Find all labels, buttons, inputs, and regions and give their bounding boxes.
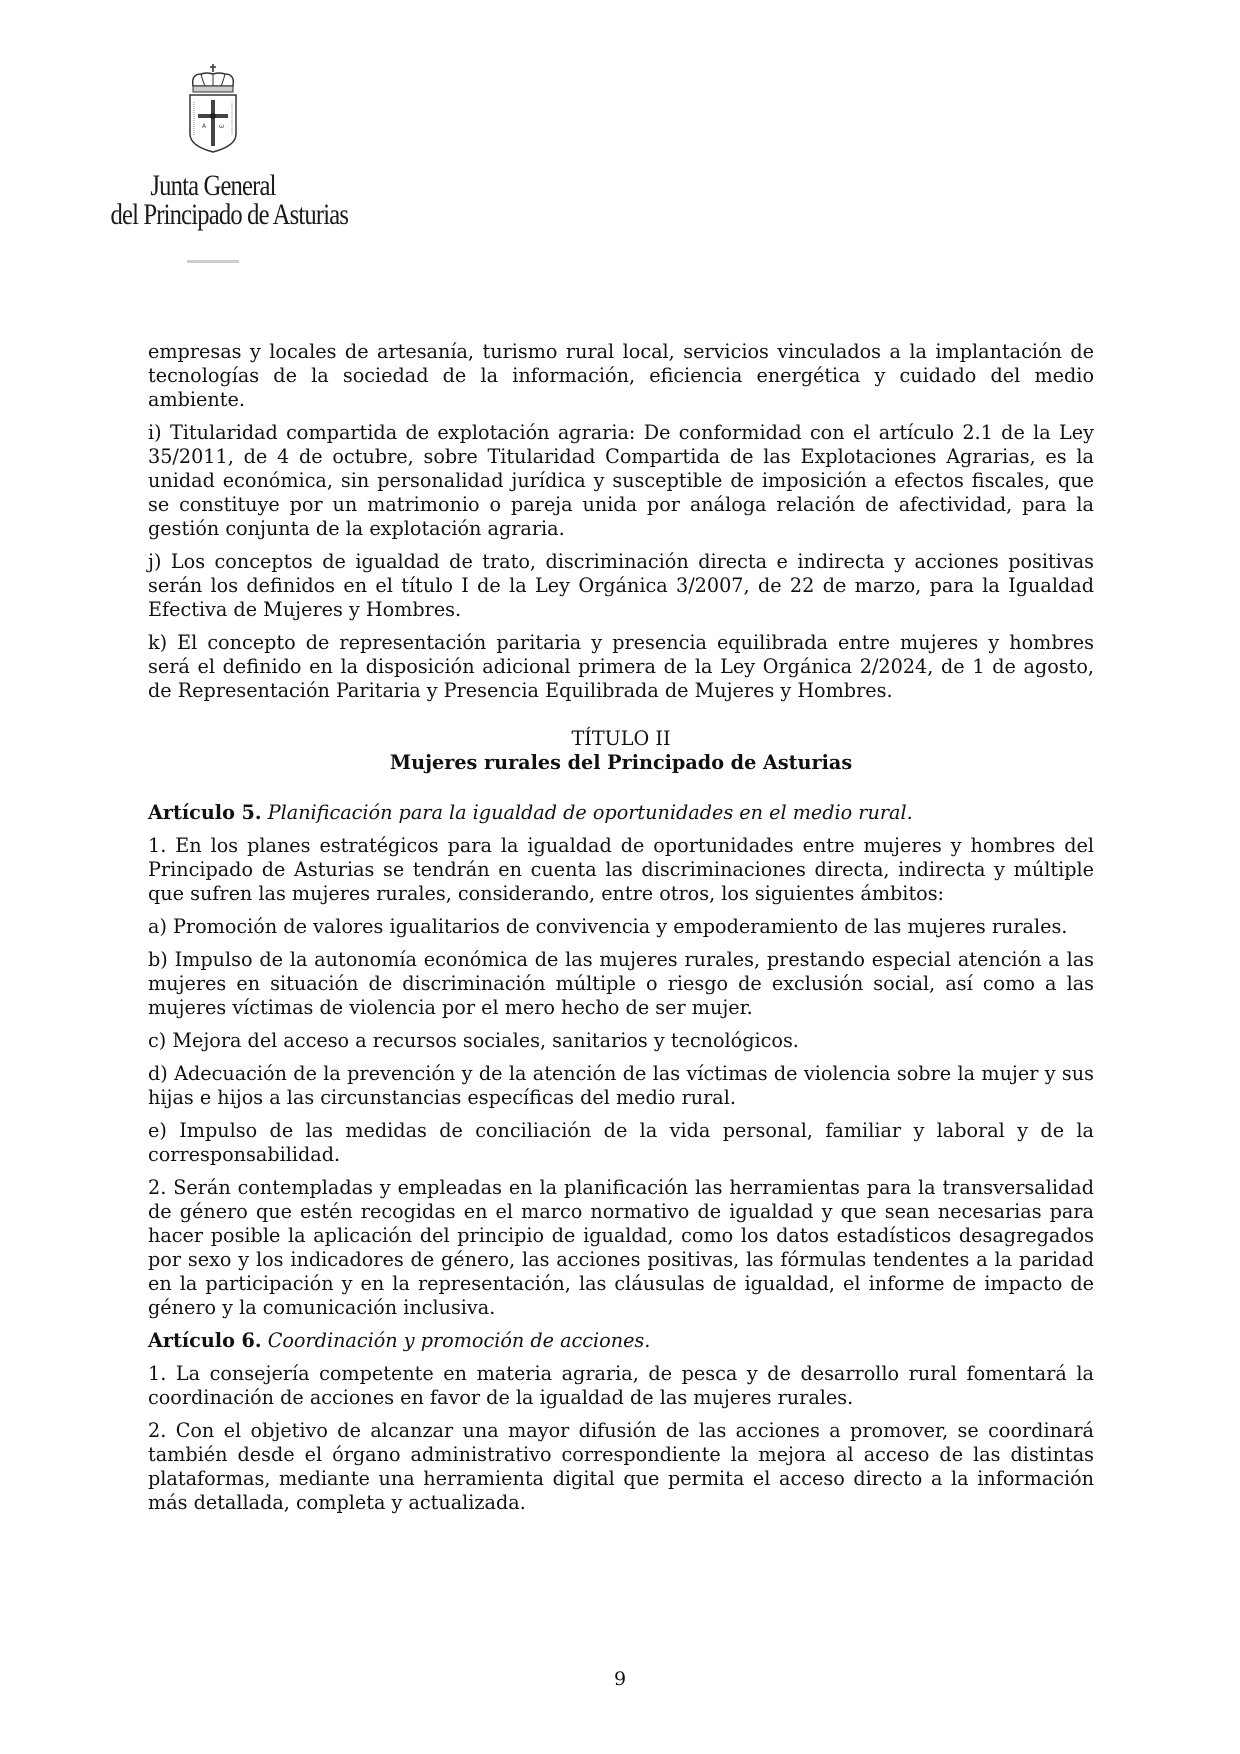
logo-text-line1: Junta General xyxy=(150,169,276,202)
header-logo xyxy=(88,62,349,263)
articulo-5-paragraph-2: 2. Serán contempladas y empleadas en la planificación las herramientas para la transversalidad de género que estén recogidas en el marco normativo de igualdad y que sean necesarias para hacer posible la aplicación del principio de igualdad, como los datos estadísticos desagregados por sexo y los indicadores de género, las acciones positivas, las fórmulas tendentes a la paridad en la participación y en la representación, las cláusulas de igualdad, el informe de impacto de género y la comunicación inclusiva. xyxy=(148,1176,1094,1319)
articulo-5-title: Planificación para la igualdad de oportunidades en el medio rural. xyxy=(267,801,913,824)
articulo-5-paragraph-1: 1. En los planes estratégicos para la igualdad de oportunidades entre mujeres y hombres del Principado de Asturias se tendrán en cuenta las discriminaciones directa, indirecta y múltiple que sufren las mujeres rurales, considerando, entre otros, los siguientes ámbitos: xyxy=(148,834,1094,905)
coat-of-arms-icon xyxy=(185,62,241,154)
articulo-5-item-e: e) Impulso de las medidas de conciliación de la vida personal, familiar y laboral y de la corresponsabilidad. xyxy=(148,1119,1094,1166)
articulo-6-title: Coordinación y promoción de acciones. xyxy=(267,1329,651,1352)
svg-text:ω: ω xyxy=(219,123,225,130)
paragraph-k: k) El concepto de representación paritaria y presencia equilibrada entre mujeres y hombres será el definido en la disposición adicional primera de la Ley Orgánica 2/2024, de 1 de agosto, de Representación Paritaria y Presencia Equilibrada de Mujeres y Hombres. xyxy=(148,631,1094,702)
articulo-5-item-d: d) Adecuación de la prevención y de la atención de las víctimas de violencia sobre la mujer y sus hijas e hijos a las circunstancias específicas del medio rural. xyxy=(148,1062,1094,1109)
paragraph-j: j) Los conceptos de igualdad de trato, discriminación directa e indirecta y acciones positivas serán los definidos en el título I de la Ley Orgánica 3/2007, de 22 de marzo, para la Igualdad Efectiva de Mujeres y Hombres. xyxy=(148,550,1094,621)
titulo-subtitle: Mujeres rurales del Principado de Asturias xyxy=(389,751,853,774)
paragraph-i: i) Titularidad compartida de explotación agraria: De conformidad con el artículo 2.1 de la Ley 35/2011, de 4 de octubre, sobre Titularidad Compartida de las Explotaciones Agrarias, es la unidad económica, sin personalidad jurídica y susceptible de imposición a efectos fiscales, que se constituye por un matrimonio o pareja unida por análoga relación de afectividad, para la gestión conjunta de la explotación agraria. xyxy=(148,421,1094,540)
articulo-6-heading xyxy=(148,1329,1094,1353)
page-number: 9 xyxy=(613,1668,627,1690)
articulo-5-heading xyxy=(148,801,1094,825)
articulo-5-number: Artículo 5. xyxy=(148,801,262,824)
articulo-6-number: Artículo 6. xyxy=(148,1329,262,1352)
logo-divider xyxy=(187,260,239,263)
logo-text-line2: del Principado de Asturias xyxy=(110,198,349,231)
articulo-6-paragraph-2: 2. Con el objetivo de alcanzar una mayor difusión de las acciones a promover, se coordinará también desde el órgano administrativo correspondiente la mejora al acceso de las distintas plataformas, mediante una herramienta digital que permita el acceso directo a la información más detallada, completa y actualizada. xyxy=(148,1419,1094,1514)
articulo-5-item-b: b) Impulso de la autonomía económica de las mujeres rurales, prestando especial atención a las mujeres en situación de discriminación múltiple o riesgo de exclusión social, así como a las mujeres víctimas de violencia por el mero hecho de ser mujer. xyxy=(148,948,1094,1019)
paragraph-continuation: empresas y locales de artesanía, turismo rural local, servicios vinculados a la implantación de tecnologías de la sociedad de la información, eficiencia energética y cuidado del medio ambiente. xyxy=(148,340,1094,411)
svg-text:A: A xyxy=(202,123,207,130)
document-body xyxy=(148,340,1094,1524)
articulo-5-item-c: c) Mejora del acceso a recursos sociales, sanitarios y tecnológicos. xyxy=(148,1029,799,1052)
titulo-label: TÍTULO II xyxy=(571,727,671,750)
articulo-6-paragraph-1: 1. La consejería competente en materia agraria, de pesca y de desarrollo rural fomentará la coordinación de acciones en favor de la igualdad de las mujeres rurales. xyxy=(148,1362,1094,1409)
articulo-5-item-a: a) Promoción de valores igualitarios de convivencia y empoderamiento de las mujeres rurales. xyxy=(148,915,1068,938)
